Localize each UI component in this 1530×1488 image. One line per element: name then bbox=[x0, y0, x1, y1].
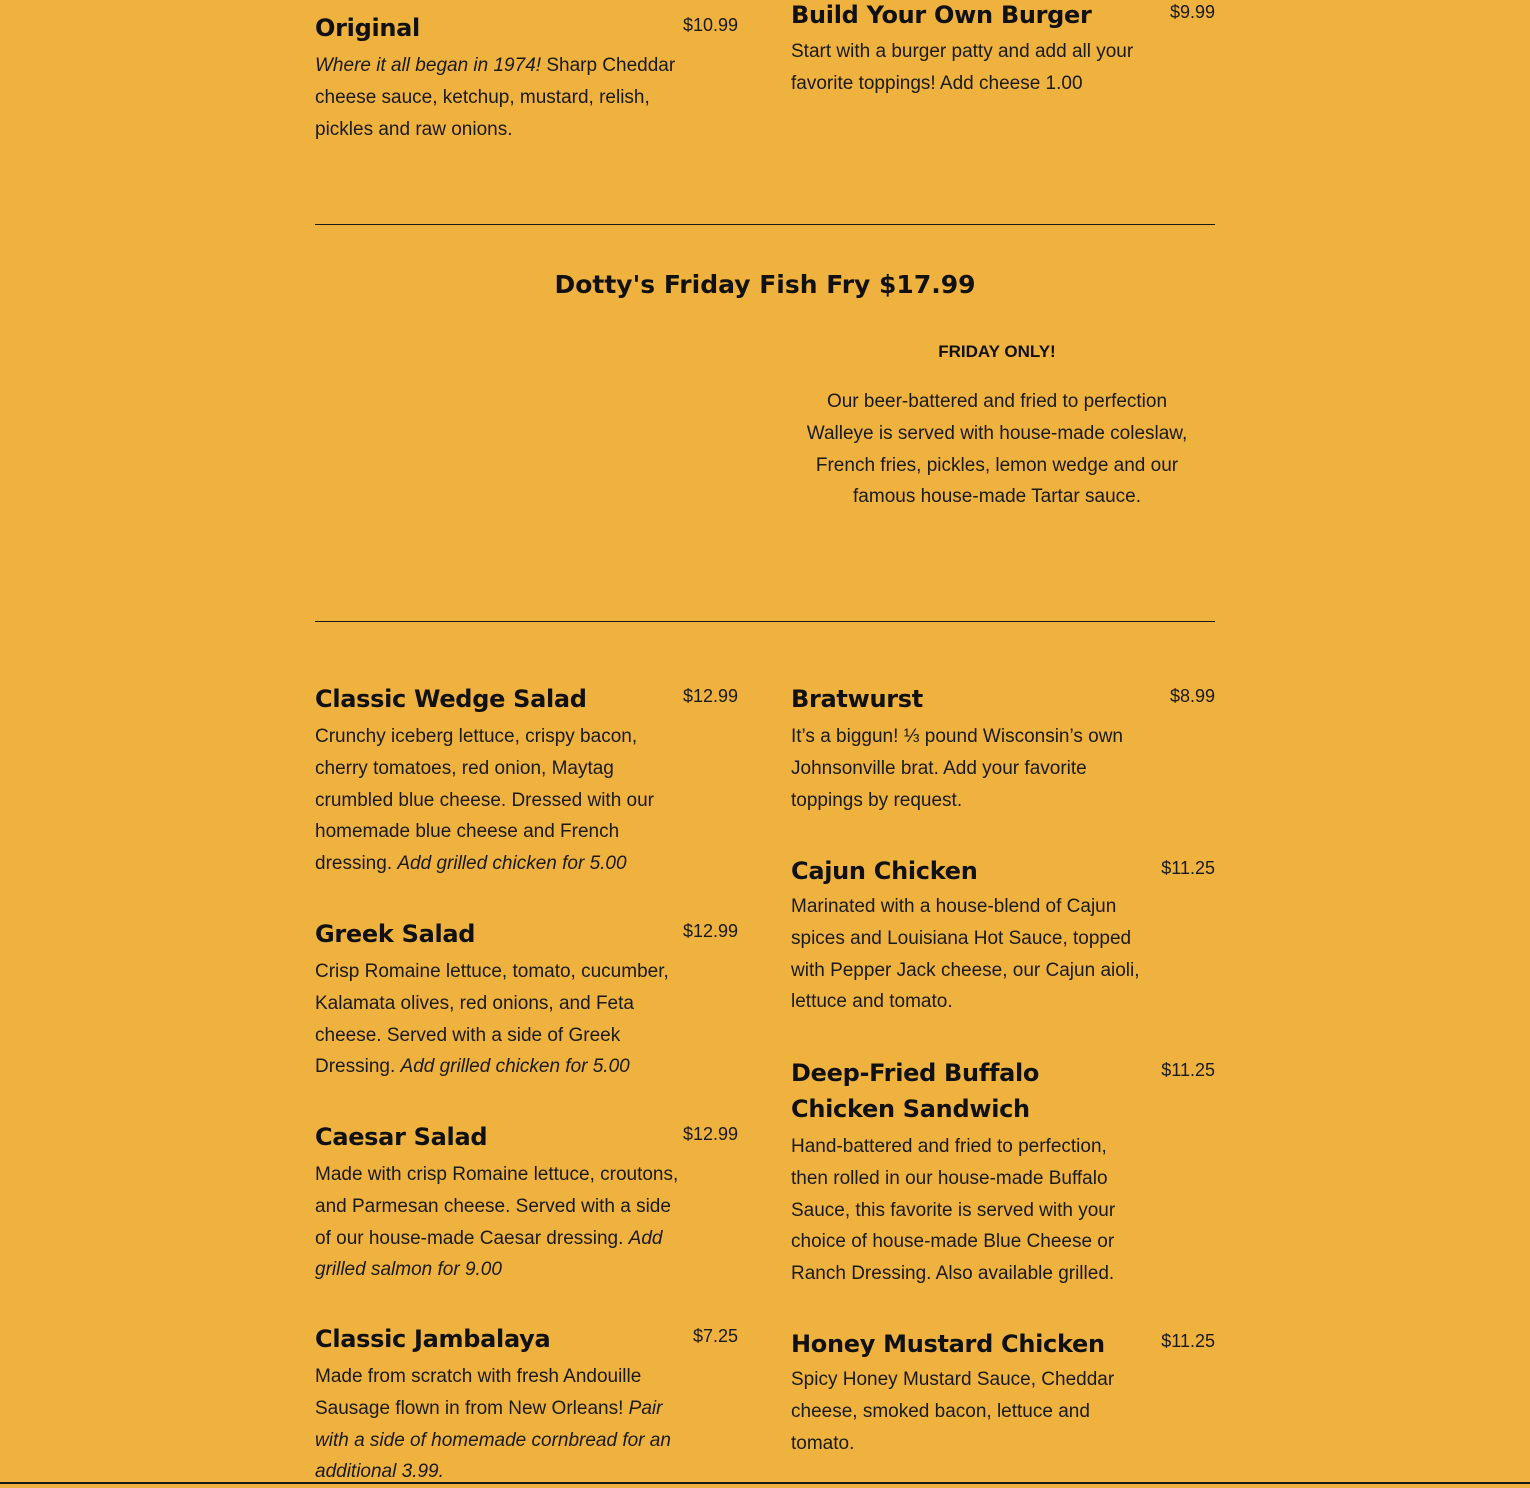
item-price: $7.25 bbox=[692, 1326, 738, 1346]
menu-item-caesar-salad bbox=[315, 1119, 738, 1286]
item-title: Caesar Salad bbox=[315, 1123, 488, 1151]
item-title: Greek Salad bbox=[315, 920, 476, 948]
item-title: Original bbox=[315, 14, 420, 42]
item-description-text: Sharp Cheddar cheese sauce, ketchup, mustard, relish, pickles and raw onions. bbox=[315, 55, 676, 140]
menu-item-greek-salad bbox=[315, 916, 738, 1083]
item-description bbox=[315, 50, 685, 145]
item-description-emphasis: Add grilled salmon for 9.00 bbox=[315, 1227, 663, 1281]
item-title: Classic Wedge Salad bbox=[315, 685, 587, 713]
item-title: Bratwurst bbox=[791, 685, 923, 713]
item-description: Spicy Honey Mustard Sauce, Cheddar cheese, smoked bacon, lettuce and tomato. bbox=[791, 1369, 1115, 1454]
item-price: $9.99 bbox=[1169, 2, 1215, 22]
menu-item-honey-mustard-chicken bbox=[791, 1326, 1215, 1459]
item-price: $12.99 bbox=[682, 686, 738, 706]
item-description-emphasis: Add grilled chicken for 5.00 bbox=[397, 853, 627, 875]
item-description: It’s a biggun! ⅓ pound Wisconsin’s own Johnsonville brat. Add your favorite toppings by request. bbox=[791, 726, 1123, 811]
item-description: Hand-battered and fried to perfection, then rolled in our house-made Buffalo Sauce, this favorite is served with your choice of house-made Blue Cheese or Ranch Dressing. Also available grilled. bbox=[791, 1136, 1116, 1285]
fish-fry-subtitle: FRIDAY ONLY! bbox=[938, 342, 1056, 361]
item-description bbox=[315, 1361, 685, 1488]
menu-item-bratwurst bbox=[791, 681, 1215, 816]
section-divider bbox=[315, 621, 1215, 622]
item-description bbox=[315, 1159, 685, 1286]
item-title: Deep-Fried Buffalo Chicken Sandwich bbox=[791, 1059, 1040, 1123]
menu-item-build-your-own-burger bbox=[791, 0, 1215, 100]
item-title: Build Your Own Burger bbox=[791, 1, 1092, 29]
item-description bbox=[315, 956, 685, 1083]
item-price: $8.99 bbox=[1169, 686, 1215, 706]
item-description-text: Made from scratch with fresh Andouille Sausage flown in from New Orleans! bbox=[315, 1366, 642, 1419]
menu-item-classic-jambalaya bbox=[315, 1321, 738, 1488]
fish-fry-details bbox=[791, 338, 1203, 513]
item-price: $10.99 bbox=[682, 15, 738, 35]
item-price: $12.99 bbox=[682, 921, 738, 941]
item-description-text: Made with crisp Romaine lettuce, croutons, and Parmesan cheese. Served with a side of our house-made Caesar dressing. bbox=[315, 1164, 679, 1249]
section-divider bbox=[315, 224, 1215, 225]
item-price: $12.99 bbox=[682, 1124, 738, 1144]
item-description-text: Crisp Romaine lettuce, tomato, cucumber, Kalamata olives, red onions, and Feta cheese. Served with a side of Greek Dressing. bbox=[315, 961, 669, 1078]
menu-item-cajun-chicken bbox=[791, 853, 1215, 1018]
item-price: $11.25 bbox=[1161, 1060, 1215, 1080]
item-description bbox=[315, 721, 685, 880]
item-description: Start with a burger patty and add all your favorite toppings! Add cheese 1.00 bbox=[791, 41, 1134, 94]
menu-item-deep-fried-buffalo-chicken-sandwich bbox=[791, 1055, 1215, 1290]
item-description-text: Crunchy iceberg lettuce, crispy bacon, cherry tomatoes, red onion, Maytag crumbled blue cheese. Dressed with our homemade blue cheese and French dressing. bbox=[315, 726, 655, 875]
menu-item-original bbox=[315, 10, 738, 145]
item-description: Marinated with a house-blend of Cajun spices and Louisiana Hot Sauce, topped with Pepper Jack cheese, our Cajun aioli, lettuce and tomato. bbox=[791, 896, 1140, 1013]
item-description-emphasis: Where it all began in 1974! bbox=[315, 55, 542, 76]
item-title: Cajun Chicken bbox=[791, 857, 978, 885]
item-title: Classic Jambalaya bbox=[315, 1325, 551, 1353]
fish-fry-title: Dotty's Friday Fish Fry $17.99 bbox=[554, 270, 976, 299]
item-price: $11.25 bbox=[1161, 1331, 1215, 1351]
item-title: Honey Mustard Chicken bbox=[791, 1330, 1105, 1358]
item-price: $11.25 bbox=[1161, 858, 1215, 878]
fish-fry-description: Our beer-battered and fried to perfection Walleye is served with house-made coleslaw, French fries, pickles, lemon wedge and our famous house-made Tartar sauce. bbox=[806, 391, 1188, 508]
item-description-emphasis: Pair with a side of homemade cornbread for an additional 3.99. bbox=[315, 1397, 671, 1483]
menu-item-classic-wedge-salad bbox=[315, 681, 738, 880]
item-description-emphasis: Add grilled chicken for 5.00 bbox=[400, 1056, 630, 1078]
